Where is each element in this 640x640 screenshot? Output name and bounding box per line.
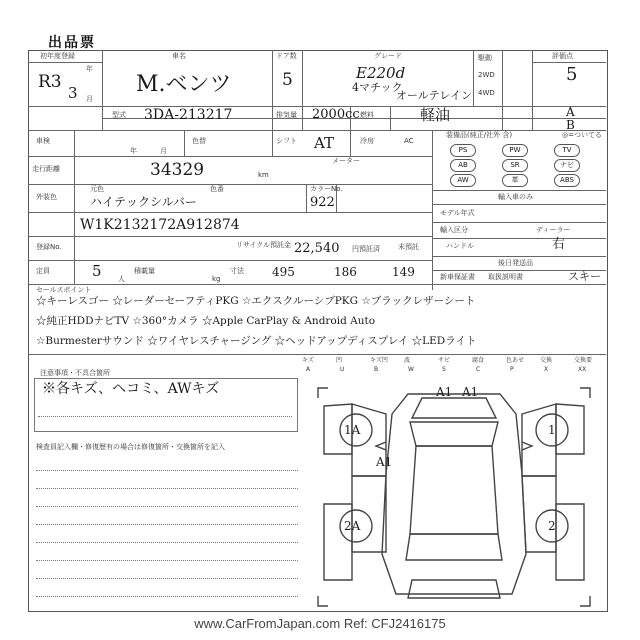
4wd-label: 4WD [478,89,495,97]
recycle-value: 22,540 [294,241,340,256]
2wd-label: 2WD [478,71,495,79]
km-label: km [258,171,269,179]
grade-line-2: 4マチック [352,81,403,94]
note-line [36,470,298,471]
interior-score: A [566,105,575,119]
sales-point-line-3: ☆Burmesterサウンド ☆ワイヤレスチャージング ☆ヘッドアップディスプレイ ☆LEDライト [36,335,477,347]
legend-meaning: キズ [302,357,314,364]
new-warranty-label: 新車保証書 [440,273,475,281]
windshield [410,422,498,446]
note-line [36,596,298,597]
car-name-value: M.ベンツ [136,72,232,97]
score-value: 5 [566,64,578,85]
note-line [36,542,298,543]
note-line [36,578,298,579]
grade-line-1: E220d [356,64,406,82]
model-value: 3DA-213217 [144,107,233,123]
height-value: 149 [392,265,415,279]
capacity-label: 定員 [36,267,50,275]
damage-mark: A1 [462,385,479,399]
equipment-note: ◎=ついてる [562,131,602,139]
door-value: 5 [282,70,293,90]
note-line [36,560,298,561]
right-front-fender [556,404,584,454]
legend-code: B [374,366,379,373]
equipment-item: ナビ [554,159,580,172]
door-label: ドア数 [276,52,297,60]
damage-mark: A1 [436,385,453,399]
legend-code: P [510,366,514,373]
displacement-label: 排気量 [276,111,297,119]
import-type-label: 輸入区分 [440,226,468,234]
shift-label: シフト [276,137,297,145]
rear-window [406,534,502,560]
legend-code: A [306,366,311,373]
dims-label: 寸法 [230,267,244,275]
damage-mark: 1 [548,423,556,437]
legend-meaning: 波 [404,357,411,364]
color-no-value: 922 [310,195,335,210]
watermark: www.CarFromJapan.com Ref: CFJ2416175 [194,616,446,631]
recycle-unit-label: 円預託済 [352,245,380,253]
year-label: 年 [86,65,93,73]
legend-code: W [408,366,414,373]
mileage-label: 走行距離 [32,165,60,173]
shift-value: AT [314,134,335,152]
color-change-label: 色替 [192,137,206,145]
note-line [36,524,298,525]
reg-no-label: 登録No. [36,243,62,251]
damage-mark: 1A [344,423,361,437]
meter-label: メーター [332,157,360,165]
equipment-item: AB [450,159,476,172]
car-damage-diagram [312,384,596,610]
damage-mark: 2 [548,519,556,533]
fuel-label: 燃料 [360,111,374,119]
equipment-item: PS [450,144,476,157]
equipment-item: ABS [554,174,580,187]
legend-code: U [340,366,345,373]
notes-label: 注意事項・不具合箇所 [40,369,110,377]
handle-label: ハンドル [446,242,474,250]
legend-meaning: キズ凹 [370,357,388,364]
rear-label: 後日発送品 [498,259,533,267]
damage-mark: 2A [344,519,361,533]
exterior-color-value: ハイテックシルバー [90,195,197,209]
sales-label: セールスポイント [36,286,92,294]
aircon-value: AC [404,137,414,145]
inspection-label: 車検 [36,137,50,145]
right-rear-fender [556,504,584,580]
sales-point-line-2: ☆純正HDDナビTV ☆360°カメラ ☆Apple CarPlay & Android Auto [36,315,376,327]
body-outline [382,394,526,594]
manual-label: 取扱説明書 [488,273,523,281]
legend-meaning: 凹 [336,357,343,364]
note-line [36,488,298,489]
length-value: 495 [272,265,295,279]
inspection-month-label: 月 [160,147,167,155]
equipment-item: AW [450,174,476,187]
exterior-color-label: 外装色 [36,193,57,201]
persons-label: 人 [118,275,125,283]
first-reg-month: 3 [68,84,78,102]
color-no-label: 色番 [210,185,224,193]
inspector-label: 検査員記入欄・修復歴有の場合は修復箇所・交換箇所を記入 [36,443,225,451]
import-type-value: ディーラー [536,226,571,234]
mirror-right [522,442,532,450]
damage-mark: A1 [376,455,393,469]
legend-meaning: 色あせ [506,357,525,364]
right-rear-door [522,476,556,552]
score-label: 評価点 [552,52,573,60]
recycle-status-label: 未預託 [398,243,419,251]
fuel-value: 軽油 [420,106,451,124]
grade-label: グレード [374,52,402,60]
first-reg-year: R3 [38,72,62,92]
rear-bumper [408,580,500,598]
left-rear-door [352,476,386,552]
import-label: 輸入車のみ [498,193,533,201]
equipment-item: SR [502,159,528,172]
drive-label: 駆動 [478,54,492,62]
roof [410,446,498,534]
mirror-left [376,442,386,450]
mileage-value: 34329 [150,160,205,180]
sales-point-line-1: ☆キーレスゴー ☆レーダーセーフティPKG ☆エクスクルーシブPKG ☆ブラックレザーシート [36,295,476,307]
legend-meaning: サビ [438,357,451,364]
equipment-label: 装備品(純正/社外 含) [446,131,513,139]
hood [412,398,496,418]
grade-line-3: オールテレイン [396,89,473,102]
handle-value: 右 [552,237,566,252]
displacement-value: 2000cc [312,107,360,122]
exterior-score: B [566,118,575,132]
notes-value: ※各キズ、ヘコミ、AWキズ [42,381,220,397]
sheet-title: 出品票 [48,35,96,51]
color-no2-label: カラーNo. [310,185,343,193]
legend-meaning: 腐食 [472,357,485,364]
month-label: 月 [86,95,93,103]
car-name-label: 車名 [172,52,186,60]
vin-value: W1K2132172A912874 [80,217,240,233]
spare-key-value: スキー [568,270,601,283]
equipment-item: PW [502,144,528,157]
note-line [36,506,298,507]
legend-code: XX [578,366,587,373]
kg-label: kg [212,275,221,283]
first-reg-label: 初年度登録 [40,52,75,60]
inspection-year-label: 年 [130,147,137,155]
capacity-value: 5 [92,262,102,280]
aircon-label: 冷房 [360,137,374,145]
width-value: 186 [334,265,357,279]
equipment-item: 革 [502,174,528,187]
legend-meaning: 交換 [540,357,553,364]
legend-code: X [544,366,549,373]
left-rear-fender [324,504,352,580]
recycle-label: リサイクル預託金 [236,241,292,249]
original-color-label: 元色 [90,185,104,193]
model-label: 型式 [112,111,126,119]
load-label: 積載量 [134,267,155,275]
legend-code: S [442,366,446,373]
equipment-item: TV [554,144,580,157]
legend-code: C [476,366,481,373]
model-year-label: モデル年式 [440,209,475,217]
legend-meaning: 交換要 [574,357,593,364]
